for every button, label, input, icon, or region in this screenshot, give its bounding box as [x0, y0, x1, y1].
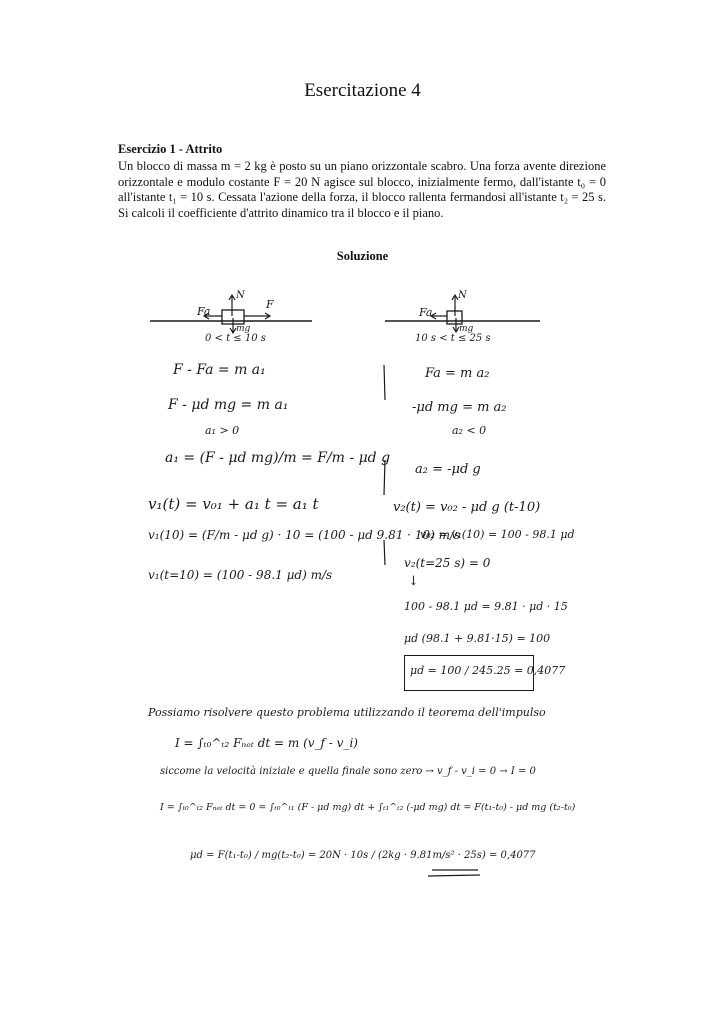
- bottom-eq-1: I = ∫ₜ₀^ₜ₂ Fₙₑₜ dt = m (v_f - v_i): [175, 736, 358, 750]
- left-friction-label: Fa: [197, 305, 211, 318]
- bottom-intro: Possiamo risolvere questo problema utilizzando il teorema dell'impulso: [148, 706, 546, 719]
- bottom-eq-3: I = ∫ₜ₀^ₜ₂ Fₙₑₜ dt = 0 = ∫ₜ₀^ₜ₁ (F - μd mg) dt + ∫ₜ₁^ₜ₂ (-μd mg) dt = F(t₁-t₀) - μd mg (t₂-t₀): [160, 802, 576, 813]
- left-interval: 0 < t ≤ 10 s: [205, 333, 266, 344]
- right-eq-1: Fa = m a₂: [425, 366, 490, 381]
- document-title: Esercitazione 4: [304, 80, 421, 101]
- right-friction-label: Fa: [419, 306, 433, 319]
- left-eq-3: a₁ > 0: [205, 424, 240, 437]
- bottom-eq-4: μd = F(t₁-t₀) / mg(t₂-t₀) = 20N · 10s / (2kg · 9.81m/s² · 25s) = 0,4077: [190, 850, 536, 861]
- right-weight-label: mg: [459, 324, 474, 334]
- right-interval: 10 s < t ≤ 25 s: [415, 333, 491, 344]
- exercise-heading: Esercizio 1 - Attrito: [118, 142, 223, 156]
- left-weight-label: mg: [236, 324, 251, 334]
- left-force-label: F: [266, 298, 274, 311]
- right-eq-6: v₀₂ = v₁(10) = 100 - 98.1 μd: [420, 528, 575, 541]
- right-eq-4: a₂ = -μd g: [415, 462, 481, 477]
- right-eq-result: μd = 100 / 245.25 = 0,4077: [410, 664, 566, 677]
- left-eq-2: F - μd mg = m a₁: [168, 397, 289, 413]
- solution-heading: Soluzione: [336, 249, 389, 263]
- left-eq-1: F - Fa = m a₁: [173, 362, 266, 378]
- exercise-text: Un blocco di massa m = 2 kg è posto su un piano orizzontale scabro. Una forza avente direzione orizzontale e modulo costante F = 20 N agisce sul blocco, inizialmente fermo, dall'istante t₀ = 0 all'istante t₁ = 10 s. Cessata l'azione della forza, il blocco rallenta fermandosi all'istante t₂ = 25 s. Si calcoli il coefficiente d'attrito dinamico tra il blocco e il piano.: [118, 159, 606, 220]
- right-eq-5: v₂(t) = v₀₂ - μd g (t-10): [393, 500, 541, 515]
- right-eq-3: a₂ < 0: [452, 424, 487, 437]
- left-eq-7: v₁(t=10) = (100 - 98.1 μd) m/s: [148, 568, 333, 582]
- right-eq-arrow: ↓: [408, 574, 419, 589]
- right-eq-8: 100 - 98.1 μd = 9.81 · μd · 15: [404, 600, 568, 613]
- right-eq-7: v₂(t=25 s) = 0: [404, 556, 491, 570]
- left-eq-4: a₁ = (F - μd mg)/m = F/m - μd g: [165, 450, 391, 466]
- left-eq-6: v₁(10) = (F/m - μd g) · 10 = (100 - μd 9.81 · 10) m/s: [148, 528, 461, 542]
- left-normal-label: N: [236, 290, 245, 301]
- right-normal-label: N: [458, 290, 467, 301]
- right-eq-9: μd (98.1 + 9.81·15) = 100: [404, 632, 551, 645]
- bottom-eq-2: siccome la velocità iniziale e quella finale sono zero → v_f - v_i = 0 → I = 0: [160, 766, 536, 777]
- right-eq-2: -μd mg = m a₂: [412, 400, 507, 415]
- left-eq-5: v₁(t) = v₀₁ + a₁ t = a₁ t: [148, 495, 319, 513]
